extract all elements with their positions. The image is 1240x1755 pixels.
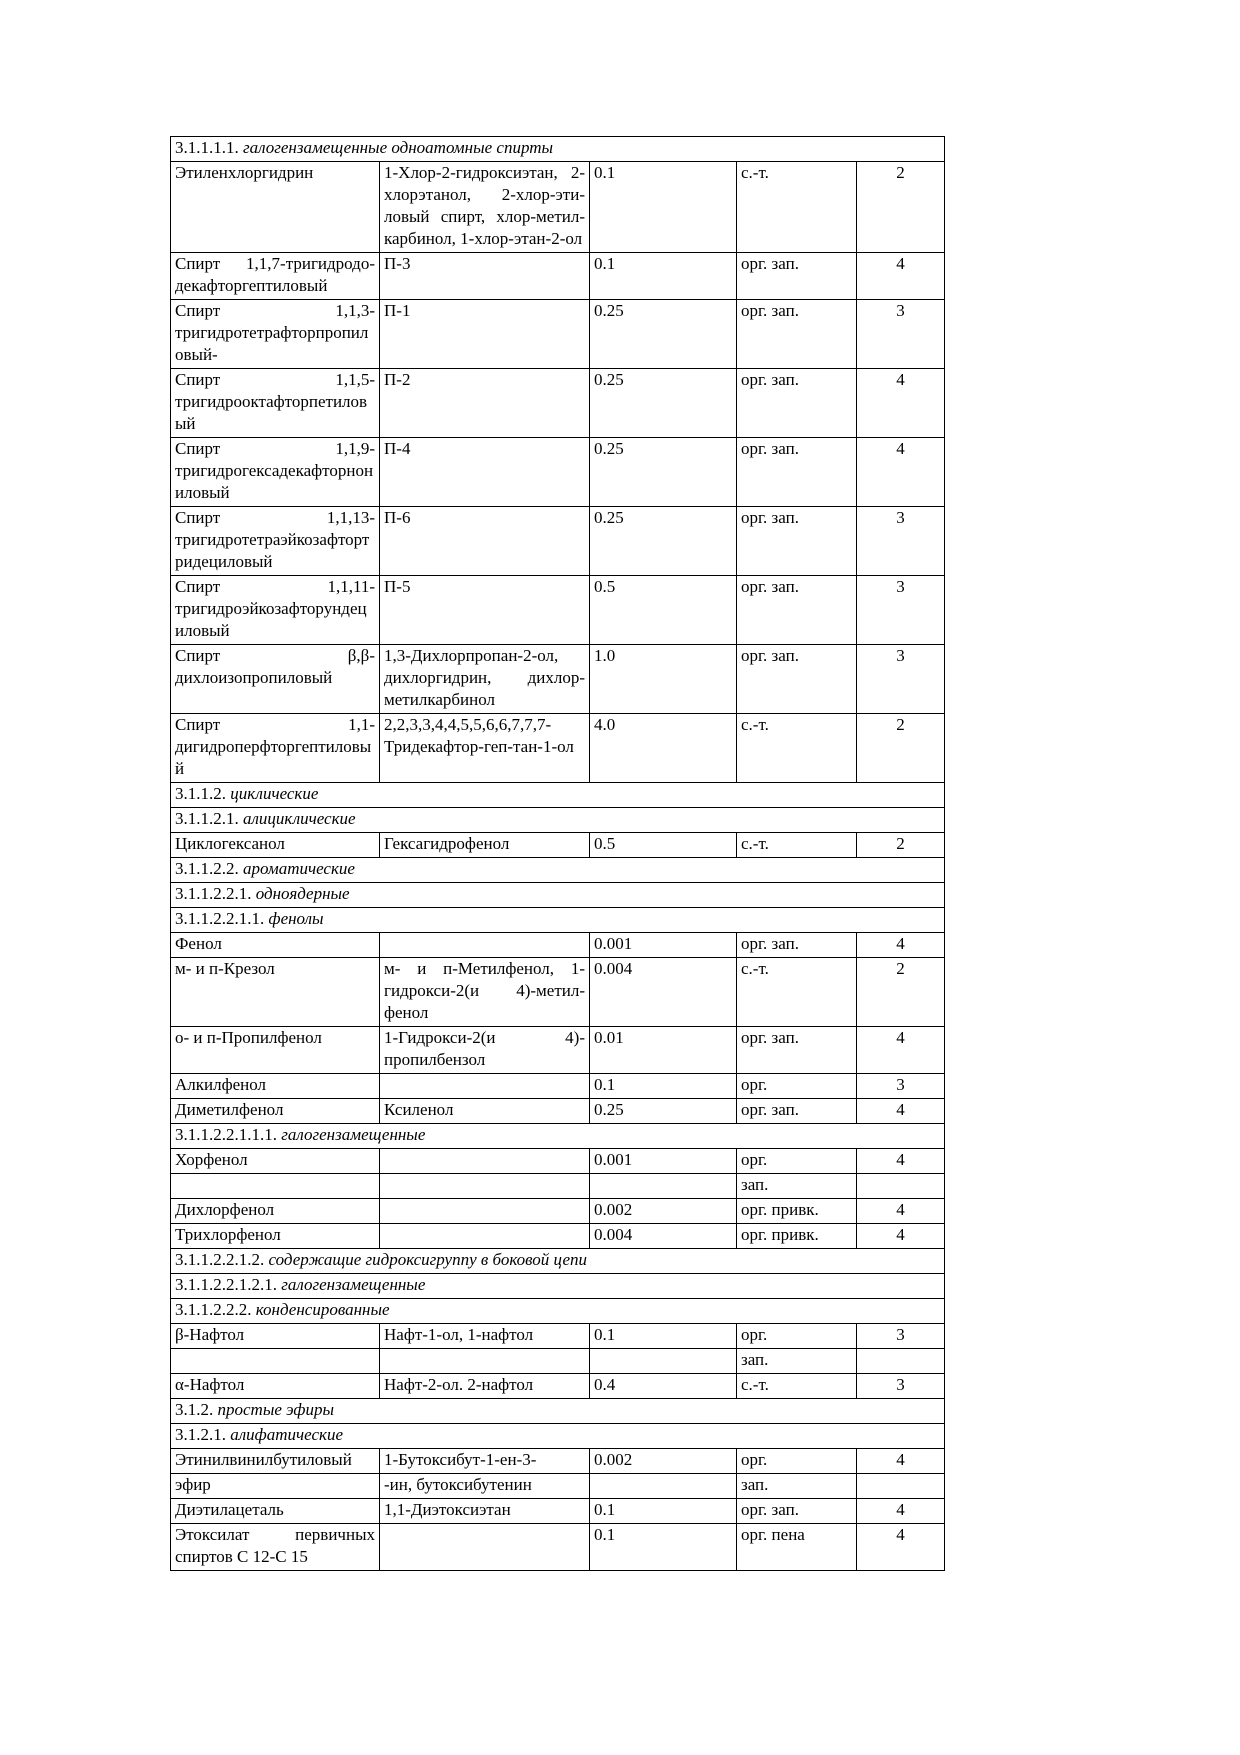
synonyms-cell: 1,1-Диэтоксиэтан bbox=[380, 1499, 590, 1524]
mpc-value-cell: 0.5 bbox=[590, 833, 737, 858]
hazard-indicator-cell: с.-т. bbox=[737, 162, 857, 253]
hazard-class-cell: 3 bbox=[857, 645, 945, 714]
section-number: 3.1.1.2.2.1.1.1. bbox=[175, 1125, 282, 1144]
hazard-indicator-cell: орг. зап. bbox=[737, 1099, 857, 1124]
mpc-value-cell: 0.5 bbox=[590, 576, 737, 645]
hazard-indicator-cell: орг. bbox=[737, 1074, 857, 1099]
section-title: одноядерные bbox=[255, 884, 350, 903]
mpc-value-cell: 0.01 bbox=[590, 1027, 737, 1074]
hazard-class-cell: 4 bbox=[857, 933, 945, 958]
hazard-indicator-cell: зап. bbox=[737, 1349, 857, 1374]
substance-name-cell: м- и п-Крезол bbox=[171, 958, 380, 1027]
hazard-indicator-cell: орг. зап. bbox=[737, 438, 857, 507]
section-row bbox=[171, 858, 945, 883]
section-cell bbox=[171, 1249, 945, 1274]
table-row bbox=[171, 576, 945, 645]
section-number: 3.1.1.2.2. bbox=[175, 859, 243, 878]
synonyms-cell: П-1 bbox=[380, 300, 590, 369]
section-title: конденсированные bbox=[255, 1300, 390, 1319]
hazard-indicator-cell: орг. bbox=[737, 1149, 857, 1174]
table-row bbox=[171, 369, 945, 438]
synonyms-cell bbox=[380, 1149, 590, 1174]
section-row bbox=[171, 1299, 945, 1324]
substance-name-cell: Спирт 1,1,7-тригидродо-декафторгептиловый bbox=[171, 253, 380, 300]
hazard-class-cell: 4 bbox=[857, 253, 945, 300]
hazard-indicator-cell: орг. зап. bbox=[737, 576, 857, 645]
synonyms-cell: -ин, бутоксибутенин bbox=[380, 1474, 590, 1499]
synonyms-cell: Нафт-2-ол. 2-нафтол bbox=[380, 1374, 590, 1399]
section-row bbox=[171, 1399, 945, 1424]
substance-name-cell: Дихлорфенол bbox=[171, 1199, 380, 1224]
hazard-class-cell: 4 bbox=[857, 369, 945, 438]
substance-name-cell: Диметилфенол bbox=[171, 1099, 380, 1124]
hazard-indicator-cell: орг. зап. bbox=[737, 300, 857, 369]
substance-name-cell bbox=[171, 1349, 380, 1374]
hazard-class-cell: 4 bbox=[857, 1499, 945, 1524]
hazard-class-cell: 2 bbox=[857, 162, 945, 253]
table-row bbox=[171, 1474, 945, 1499]
hazard-indicator-cell: с.-т. bbox=[737, 833, 857, 858]
hazard-class-cell: 4 bbox=[857, 1027, 945, 1074]
synonyms-cell: Ксиленол bbox=[380, 1099, 590, 1124]
hazard-class-cell: 3 bbox=[857, 1374, 945, 1399]
section-cell bbox=[171, 1124, 945, 1149]
mpc-value-cell: 0.25 bbox=[590, 507, 737, 576]
substance-name-cell: о- и п-Пропилфенол bbox=[171, 1027, 380, 1074]
section-title: галогензамещенные одноатомные спирты bbox=[243, 138, 554, 157]
section-cell bbox=[171, 137, 945, 162]
section-cell bbox=[171, 1274, 945, 1299]
section-cell bbox=[171, 808, 945, 833]
hazard-indicator-cell: с.-т. bbox=[737, 714, 857, 783]
table-row bbox=[171, 438, 945, 507]
hazard-indicator-cell: орг. bbox=[737, 1324, 857, 1349]
section-number: 3.1.1.2.2.2. bbox=[175, 1300, 256, 1319]
mpc-value-cell: 0.002 bbox=[590, 1449, 737, 1474]
section-number: 3.1.1.2.2.1.2. bbox=[175, 1250, 269, 1269]
substance-name-cell: Хорфенол bbox=[171, 1149, 380, 1174]
hazard-indicator-cell: орг. привк. bbox=[737, 1224, 857, 1249]
substance-name-cell: β-Нафтол bbox=[171, 1324, 380, 1349]
section-number: 3.1.1.2. bbox=[175, 784, 231, 803]
substance-name-cell: Алкилфенол bbox=[171, 1074, 380, 1099]
table-row bbox=[171, 300, 945, 369]
hazard-class-cell: 4 bbox=[857, 1224, 945, 1249]
hazard-class-cell: 3 bbox=[857, 1324, 945, 1349]
substance-name-cell: Спирт 1,1,11-тригидроэйкозафторундециловый bbox=[171, 576, 380, 645]
table-row bbox=[171, 1449, 945, 1474]
section-title: ароматические bbox=[243, 859, 355, 878]
synonyms-cell: 1-Бутоксибут-1-ен-3- bbox=[380, 1449, 590, 1474]
table-row bbox=[171, 1199, 945, 1224]
section-row bbox=[171, 783, 945, 808]
synonyms-cell bbox=[380, 1174, 590, 1199]
table-row bbox=[171, 1499, 945, 1524]
hazard-class-cell bbox=[857, 1474, 945, 1499]
substance-name-cell: Этинилвинилбутиловый bbox=[171, 1449, 380, 1474]
table-row bbox=[171, 1099, 945, 1124]
table-row bbox=[171, 1374, 945, 1399]
table-row bbox=[171, 833, 945, 858]
section-title: циклические bbox=[230, 784, 319, 803]
mpc-value-cell: 0.004 bbox=[590, 958, 737, 1027]
hazard-indicator-cell: с.-т. bbox=[737, 958, 857, 1027]
section-cell bbox=[171, 1299, 945, 1324]
hazard-class-cell bbox=[857, 1349, 945, 1374]
section-row bbox=[171, 908, 945, 933]
synonyms-cell: 1-Хлор-2-гидроксиэтан, 2-хлорэтанол, 2-хлор-эти-ловый спирт, хлор-метил-карбинол, 1-хлор-этан-2-ол bbox=[380, 162, 590, 253]
section-row bbox=[171, 808, 945, 833]
substance-name-cell: Спирт β,β-дихлоизопропиловый bbox=[171, 645, 380, 714]
synonyms-cell bbox=[380, 1074, 590, 1099]
section-cell bbox=[171, 883, 945, 908]
substance-name-cell: Спирт 1,1-дигидроперфторгептиловый bbox=[171, 714, 380, 783]
synonyms-cell: 2,2,3,3,4,4,5,5,6,6,7,7,7-Тридекафтор-геп-тан-1-ол bbox=[380, 714, 590, 783]
section-row bbox=[171, 1274, 945, 1299]
hazard-indicator-cell: орг. зап. bbox=[737, 253, 857, 300]
hazard-indicator-cell: орг. зап. bbox=[737, 507, 857, 576]
table-row bbox=[171, 1174, 945, 1199]
section-number: 3.1.1.2.2.1.1. bbox=[175, 909, 269, 928]
hazard-indicator-cell: орг. привк. bbox=[737, 1199, 857, 1224]
mpc-value-cell: 0.25 bbox=[590, 300, 737, 369]
hazard-class-cell: 4 bbox=[857, 1449, 945, 1474]
mpc-value-cell: 0.1 bbox=[590, 253, 737, 300]
substance-name-cell: Этиленхлоргидрин bbox=[171, 162, 380, 253]
section-cell bbox=[171, 1399, 945, 1424]
substance-name-cell: Спирт 1,1,9-тригидрогексадекафторнониловый bbox=[171, 438, 380, 507]
hazard-class-cell bbox=[857, 1174, 945, 1199]
substance-name-cell: Трихлорфенол bbox=[171, 1224, 380, 1249]
synonyms-cell: П-6 bbox=[380, 507, 590, 576]
section-row bbox=[171, 1124, 945, 1149]
synonyms-cell bbox=[380, 1199, 590, 1224]
table-row bbox=[171, 645, 945, 714]
hazard-class-cell: 3 bbox=[857, 576, 945, 645]
hazard-class-cell: 4 bbox=[857, 1149, 945, 1174]
section-cell bbox=[171, 1424, 945, 1449]
mpc-value-cell bbox=[590, 1174, 737, 1199]
section-number: 3.1.2.1. bbox=[175, 1425, 231, 1444]
hazard-indicator-cell: орг. зап. bbox=[737, 1499, 857, 1524]
hazard-class-cell: 2 bbox=[857, 958, 945, 1027]
mpc-value-cell: 0.1 bbox=[590, 1499, 737, 1524]
section-number: 3.1.1.2.2.1.2.1. bbox=[175, 1275, 282, 1294]
hazard-class-cell: 4 bbox=[857, 1099, 945, 1124]
section-number: 3.1.1.1.1. bbox=[175, 138, 243, 157]
synonyms-cell bbox=[380, 1224, 590, 1249]
mpc-value-cell: 0.1 bbox=[590, 1524, 737, 1571]
synonyms-cell bbox=[380, 1349, 590, 1374]
section-number: 3.1.1.2.2.1. bbox=[175, 884, 256, 903]
mpc-value-cell bbox=[590, 1349, 737, 1374]
section-title: алициклические bbox=[243, 809, 356, 828]
section-number: 3.1.2. bbox=[175, 1400, 218, 1419]
table-row bbox=[171, 1224, 945, 1249]
synonyms-cell bbox=[380, 1524, 590, 1571]
section-row bbox=[171, 883, 945, 908]
substance-name-cell: Спирт 1,1,3-тригидротетрафторпропиловый- bbox=[171, 300, 380, 369]
table-row bbox=[171, 162, 945, 253]
section-title: алифатические bbox=[230, 1425, 343, 1444]
synonyms-cell: П-3 bbox=[380, 253, 590, 300]
mpc-value-cell: 0.25 bbox=[590, 369, 737, 438]
table-row bbox=[171, 933, 945, 958]
hazard-class-cell: 2 bbox=[857, 833, 945, 858]
synonyms-cell bbox=[380, 933, 590, 958]
substance-name-cell: эфир bbox=[171, 1474, 380, 1499]
mpc-value-cell bbox=[590, 1474, 737, 1499]
mpc-value-cell: 0.001 bbox=[590, 933, 737, 958]
mpc-value-cell: 0.004 bbox=[590, 1224, 737, 1249]
section-title: содержащие гидроксигруппу в боковой цепи bbox=[268, 1250, 588, 1269]
hazard-indicator-cell: зап. bbox=[737, 1474, 857, 1499]
hazard-class-cell: 3 bbox=[857, 300, 945, 369]
substance-name-cell: Этоксилат первичных спиртов С 12-С 15 bbox=[171, 1524, 380, 1571]
table-row bbox=[171, 253, 945, 300]
substance-name-cell: Циклогексанол bbox=[171, 833, 380, 858]
section-title: фенолы bbox=[268, 909, 324, 928]
table-body bbox=[171, 137, 945, 1571]
hazard-class-cell: 4 bbox=[857, 438, 945, 507]
mpc-value-cell: 0.1 bbox=[590, 1074, 737, 1099]
section-title: галогензамещенные bbox=[281, 1275, 426, 1294]
section-cell bbox=[171, 783, 945, 808]
synonyms-cell: П-4 bbox=[380, 438, 590, 507]
mpc-value-cell: 0.25 bbox=[590, 438, 737, 507]
table-row bbox=[171, 1149, 945, 1174]
table-row bbox=[171, 958, 945, 1027]
synonyms-cell: 1,3-Дихлорпропан-2-ол, дихлоргидрин, дихлор-метилкарбинол bbox=[380, 645, 590, 714]
section-number: 3.1.1.2.1. bbox=[175, 809, 243, 828]
section-cell bbox=[171, 908, 945, 933]
section-row bbox=[171, 137, 945, 162]
table-row bbox=[171, 1027, 945, 1074]
hazard-indicator-cell: орг. пена bbox=[737, 1524, 857, 1571]
table-row bbox=[171, 1524, 945, 1571]
synonyms-cell: Нафт-1-ол, 1-нафтол bbox=[380, 1324, 590, 1349]
synonyms-cell: Гексагидрофенол bbox=[380, 833, 590, 858]
hazard-class-cell: 3 bbox=[857, 507, 945, 576]
hazard-indicator-cell: зап. bbox=[737, 1174, 857, 1199]
hazard-class-cell: 4 bbox=[857, 1524, 945, 1571]
hazard-indicator-cell: орг. bbox=[737, 1449, 857, 1474]
mpc-value-cell: 0.1 bbox=[590, 162, 737, 253]
table-row bbox=[171, 1349, 945, 1374]
section-cell bbox=[171, 858, 945, 883]
section-title: галогензамещенные bbox=[281, 1125, 426, 1144]
substance-name-cell bbox=[171, 1174, 380, 1199]
synonyms-cell: 1-Гидрокси-2(и 4)-пропилбензол bbox=[380, 1027, 590, 1074]
synonyms-cell: П-5 bbox=[380, 576, 590, 645]
substance-name-cell: α-Нафтол bbox=[171, 1374, 380, 1399]
mpc-value-cell: 0.4 bbox=[590, 1374, 737, 1399]
hazard-indicator-cell: орг. зап. bbox=[737, 933, 857, 958]
hazard-class-cell: 2 bbox=[857, 714, 945, 783]
mpc-value-cell: 0.002 bbox=[590, 1199, 737, 1224]
section-row bbox=[171, 1424, 945, 1449]
hazard-indicator-cell: с.-т. bbox=[737, 1374, 857, 1399]
mpc-value-cell: 1.0 bbox=[590, 645, 737, 714]
substance-name-cell: Спирт 1,1,5-тригидрооктафторпетиловый bbox=[171, 369, 380, 438]
table-row bbox=[171, 1074, 945, 1099]
hazard-indicator-cell: орг. зап. bbox=[737, 645, 857, 714]
substance-name-cell: Фенол bbox=[171, 933, 380, 958]
mpc-value-cell: 4.0 bbox=[590, 714, 737, 783]
table-row bbox=[171, 1324, 945, 1349]
synonyms-cell: м- и п-Метилфенол, 1-гидрокси-2(и 4)-метил-фенол bbox=[380, 958, 590, 1027]
substance-name-cell: Спирт 1,1,13-тригидротетраэйкозафтортридециловый bbox=[171, 507, 380, 576]
hazard-class-cell: 3 bbox=[857, 1074, 945, 1099]
mpc-value-cell: 0.25 bbox=[590, 1099, 737, 1124]
section-title: простые эфиры bbox=[217, 1400, 334, 1419]
table-row bbox=[171, 507, 945, 576]
section-row bbox=[171, 1249, 945, 1274]
synonyms-cell: П-2 bbox=[380, 369, 590, 438]
substance-name-cell: Диэтилацеталь bbox=[171, 1499, 380, 1524]
mpc-value-cell: 0.001 bbox=[590, 1149, 737, 1174]
hazard-indicator-cell: орг. зап. bbox=[737, 1027, 857, 1074]
hazard-class-cell: 4 bbox=[857, 1199, 945, 1224]
table-row bbox=[171, 714, 945, 783]
substances-table bbox=[170, 136, 945, 1571]
hazard-indicator-cell: орг. зап. bbox=[737, 369, 857, 438]
mpc-value-cell: 0.1 bbox=[590, 1324, 737, 1349]
